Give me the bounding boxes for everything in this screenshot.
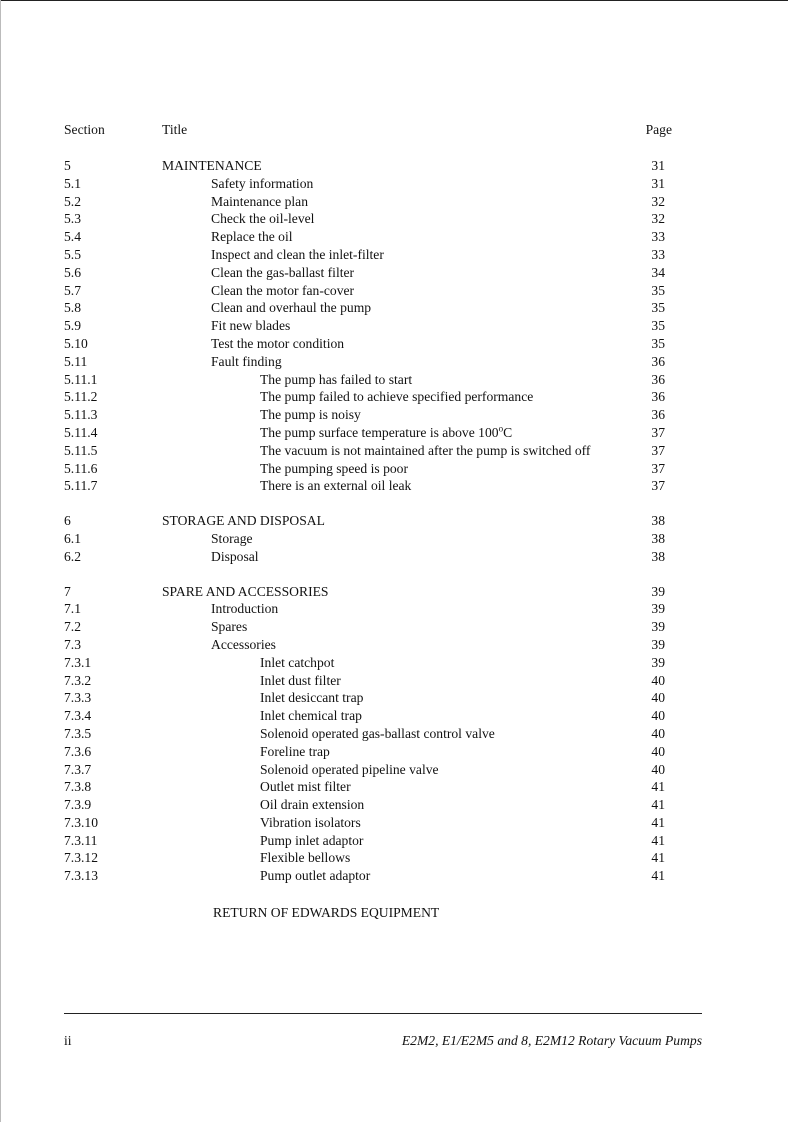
toc-entry-title-text: The pump surface temperature is above 100 [260, 424, 499, 440]
toc-page-number: 37 [651, 442, 665, 458]
toc-page-number: 37 [651, 478, 665, 494]
toc-row[interactable] [0, 157, 788, 175]
toc-page-number: 32 [651, 193, 665, 209]
toc-page-number: 31 [651, 175, 665, 191]
toc-entry-title [211, 175, 313, 193]
toc-entry-title-text: Foreline trap [260, 743, 330, 759]
toc-entry-title-text: Flexible bellows [260, 850, 351, 866]
toc-section-number: 5.11.2 [64, 389, 98, 405]
toc-page-number: 35 [651, 335, 665, 351]
header-title: Title [162, 122, 188, 137]
toc-entry-title [211, 193, 308, 211]
toc-section-number: 5.9 [64, 318, 81, 334]
toc-entry-title-text: Pump outlet adaptor [260, 868, 371, 884]
toc-page-number: 40 [651, 743, 665, 759]
toc-entry-title-text: The vacuum is not maintained after the pump is switched off [260, 442, 591, 458]
toc-gap [0, 495, 788, 512]
toc-section-number: 5.11 [64, 353, 88, 369]
toc-section-number: 7.3.5 [64, 725, 92, 741]
toc-row[interactable] [0, 707, 788, 725]
toc-section-number: 7.3.10 [64, 814, 98, 830]
toc-row[interactable] [0, 460, 788, 478]
toc-row[interactable] [0, 388, 788, 406]
toc-header [0, 122, 788, 140]
toc-section-number: 5.11.4 [64, 424, 98, 440]
toc-entry-title [211, 264, 354, 282]
toc-entry-title-text: The pump is noisy [260, 407, 361, 423]
toc-section-number: 5.1 [64, 175, 81, 191]
toc-page-number: 41 [651, 814, 665, 830]
toc-page-number: 31 [651, 158, 665, 173]
toc-entry-title [260, 867, 370, 885]
toc-row[interactable] [0, 654, 788, 672]
toc-entry-title [260, 477, 411, 495]
toc-entry-title [211, 530, 253, 548]
footer-rule [64, 1013, 702, 1014]
toc-entry-title [211, 636, 276, 654]
toc-entry-title-text: The pumping speed is poor [260, 460, 408, 476]
toc-entry-title-text: Safety information [211, 175, 314, 191]
toc-entry-title-text: MAINTENANCE [162, 158, 262, 173]
toc-entry-title-text: Maintenance plan [211, 193, 309, 209]
toc-entry-title [211, 299, 371, 317]
toc-entry-title [211, 618, 247, 636]
toc-row[interactable] [0, 335, 788, 353]
toc-page-number: 33 [651, 246, 665, 262]
toc-page-number: 40 [651, 708, 665, 724]
toc-entry-title-text: Inlet desiccant trap [260, 690, 364, 706]
toc-page-number: 36 [651, 371, 665, 387]
toc-entry-title [260, 849, 350, 867]
toc-section-number: 7.3.9 [64, 797, 92, 813]
toc-section-number: 7.3 [64, 636, 81, 652]
toc-entry-title [260, 761, 439, 779]
toc-page-number: 38 [651, 513, 665, 529]
toc-section-number: 5.4 [64, 229, 81, 245]
toc-entry-title-suffix: C [503, 424, 513, 440]
toc-page-number: 35 [651, 282, 665, 298]
toc-row[interactable] [0, 246, 788, 264]
toc-entry-title-text: Introduction [211, 601, 279, 617]
toc-row[interactable] [0, 371, 788, 389]
toc-entry-title-text: There is an external oil leak [260, 478, 412, 494]
toc-section-number: 5.7 [64, 282, 81, 298]
toc-section-number: 7.3.4 [64, 708, 92, 724]
toc-row[interactable] [0, 512, 788, 530]
toc-entry-title [211, 228, 293, 246]
toc-entry-title-text: Fault finding [211, 353, 282, 369]
toc-page-number: 40 [651, 690, 665, 706]
toc-row[interactable] [0, 353, 788, 371]
toc-entry-title [260, 672, 341, 690]
toc-section-number: 7.2 [64, 619, 81, 635]
toc-section-number: 6.2 [64, 548, 81, 564]
toc-row[interactable] [0, 814, 788, 832]
toc-entry-title [260, 725, 495, 743]
header-section: Section [64, 122, 105, 137]
toc-section-number: 7.3.6 [64, 743, 92, 759]
toc-row[interactable] [0, 832, 788, 850]
toc-section-number: 5.11.5 [64, 442, 98, 458]
toc-entry-title [260, 442, 590, 460]
toc-entry-title-text: STORAGE AND DISPOSAL [162, 513, 325, 529]
toc-row[interactable] [0, 618, 788, 636]
toc-row[interactable] [0, 193, 788, 211]
toc-row[interactable] [0, 548, 788, 566]
toc-section-number: 7.3.3 [64, 690, 92, 706]
toc-page-number: 41 [651, 797, 665, 813]
toc-entry-title [260, 743, 330, 761]
toc-row[interactable] [0, 424, 788, 442]
toc-entry-title-text: The pump has failed to start [260, 371, 413, 387]
toc-row[interactable] [0, 317, 788, 335]
toc-entry-title-text: Pump inlet adaptor [260, 832, 364, 848]
toc-row[interactable] [0, 477, 788, 495]
toc-page-number: 37 [651, 424, 665, 440]
toc-entry-title-text: Clean and overhaul the pump [211, 300, 372, 316]
toc-section-number: 7 [64, 583, 71, 599]
toc-entry-title-text: Solenoid operated gas-ballast control valve [260, 725, 495, 741]
toc-entry-title [260, 832, 363, 850]
toc-entry-title-text: Inlet chemical trap [260, 708, 362, 724]
toc-entry-title [260, 388, 533, 406]
toc-entry-title [211, 335, 344, 353]
toc-entry-title-text: Check the oil-level [211, 211, 315, 227]
toc-page-number: 39 [651, 654, 665, 670]
toc-section-number: 6 [64, 513, 71, 529]
toc-page-number: 36 [651, 353, 665, 369]
toc-row[interactable] [0, 849, 788, 867]
toc-page-number: 41 [651, 779, 665, 795]
toc-page-number: 34 [651, 264, 665, 280]
toc-page-number: 37 [651, 460, 665, 476]
toc-row[interactable] [0, 725, 788, 743]
toc-gap [0, 566, 788, 583]
toc-row[interactable] [0, 228, 788, 246]
toc-entry-title-text: Inspect and clean the inlet-filter [211, 246, 384, 262]
toc-entry-title-text: Storage [211, 530, 253, 546]
toc-page-number: 41 [651, 868, 665, 884]
table-of-contents [0, 157, 788, 885]
toc-entry-title [162, 583, 328, 601]
toc-section-number: 5.6 [64, 264, 81, 280]
toc-entry-title [211, 282, 354, 300]
toc-page-number: 36 [651, 389, 665, 405]
toc-entry-title-text: Replace the oil [211, 229, 293, 245]
toc-page-number: 41 [651, 850, 665, 866]
toc-page-number: 41 [651, 832, 665, 848]
toc-entry-title-text: Accessories [211, 636, 276, 652]
toc-entry-title-text: Spares [211, 619, 248, 635]
toc-page-number: 38 [651, 530, 665, 546]
toc-entry-title-text: Fit new blades [211, 318, 291, 334]
toc-entry-title [260, 796, 364, 814]
toc-section-number: 7.3.13 [64, 868, 98, 884]
toc-page-number: 40 [651, 725, 665, 741]
toc-section-number: 7.3.2 [64, 672, 92, 688]
toc-row[interactable] [0, 299, 788, 317]
toc-entry-title [260, 424, 512, 442]
toc-entry-title [211, 210, 314, 228]
toc-section-number: 5.3 [64, 211, 81, 227]
toc-entry-title-text: SPARE AND ACCESSORIES [162, 583, 329, 599]
toc-page-number: 33 [651, 229, 665, 245]
toc-entry-title-text: Inlet dust filter [260, 672, 341, 688]
toc-row[interactable] [0, 175, 788, 193]
toc-section-number: 7.3.1 [64, 654, 92, 670]
toc-page-number: 39 [651, 583, 665, 599]
toc-section-number: 7.3.8 [64, 779, 92, 795]
toc-page-number: 39 [651, 619, 665, 635]
toc-section-number: 5.2 [64, 193, 81, 209]
toc-row[interactable] [0, 264, 788, 282]
toc-row[interactable] [0, 282, 788, 300]
toc-entry-title [260, 371, 412, 389]
toc-row[interactable] [0, 867, 788, 885]
toc-row[interactable] [0, 796, 788, 814]
toc-entry-title [260, 460, 408, 478]
toc-row[interactable] [0, 210, 788, 228]
toc-entry-title [260, 707, 362, 725]
toc-entry-title-text: Disposal [211, 548, 259, 564]
toc-section-number: 5.11.3 [64, 407, 98, 423]
toc-row[interactable] [0, 583, 788, 601]
toc-row[interactable] [0, 636, 788, 654]
toc-section-number: 6.1 [64, 530, 81, 546]
toc-entry-title [260, 778, 351, 796]
toc-entry-title [211, 246, 384, 264]
toc-entry-title [162, 512, 325, 530]
toc-section-number: 5.11.6 [64, 460, 98, 476]
toc-section-number: 7.1 [64, 601, 81, 617]
toc-entry-title [260, 689, 363, 707]
toc-section-number: 5.11.7 [64, 478, 98, 494]
toc-section-number: 7.3.12 [64, 850, 98, 866]
toc-page-number: 36 [651, 407, 665, 423]
toc-entry-title [260, 406, 361, 424]
toc-row[interactable] [0, 689, 788, 707]
toc-page-number: 38 [651, 548, 665, 564]
toc-entry-title [211, 600, 278, 618]
toc-page-number: 32 [651, 211, 665, 227]
toc-entry-title [260, 654, 334, 672]
toc-row[interactable] [0, 761, 788, 779]
toc-entry-title [162, 157, 262, 175]
toc-page-number: 39 [651, 636, 665, 652]
toc-entry-title-text: Clean the gas-ballast filter [211, 264, 355, 280]
toc-page-number: 35 [651, 300, 665, 316]
toc-page-number: 40 [651, 672, 665, 688]
toc-entry-title [211, 353, 282, 371]
toc-section-number: 5.5 [64, 246, 81, 262]
toc-page-number: 40 [651, 761, 665, 777]
toc-row[interactable] [0, 530, 788, 548]
toc-entry-title-text: Clean the motor fan-cover [211, 282, 355, 298]
toc-entry-title [211, 548, 259, 566]
toc-section-number: 7.3.7 [64, 761, 92, 777]
toc-section-number: 7.3.11 [64, 832, 98, 848]
toc-row[interactable] [0, 672, 788, 690]
toc-section-number: 5 [64, 158, 71, 173]
header-page: Page [645, 122, 672, 137]
toc-entry-title [211, 317, 290, 335]
toc-page-number: 39 [651, 601, 665, 617]
footer-page-number: ii [64, 1033, 72, 1048]
toc-entry-title-text: Outlet mist filter [260, 779, 351, 795]
top-border-rule [0, 0, 788, 1]
toc-entry-title-text: Oil drain extension [260, 797, 365, 813]
toc-entry-title-text: The pump failed to achieve specified performance [260, 389, 534, 405]
return-section-title: RETURN OF EDWARDS EQUIPMENT [213, 905, 440, 920]
footer-document-title: E2M2, E1/E2M5 and 8, E2M12 Rotary Vacuum Pumps [401, 1033, 702, 1048]
toc-page-number: 35 [651, 318, 665, 334]
toc-row[interactable] [0, 600, 788, 618]
toc-entry-title-text: Vibration isolators [260, 814, 361, 830]
toc-row[interactable] [0, 442, 788, 460]
toc-entry-title-text: Inlet catchpot [260, 654, 335, 670]
toc-section-number: 5.8 [64, 300, 81, 316]
toc-section-number: 5.11.1 [64, 371, 98, 387]
toc-entry-title [260, 814, 361, 832]
degree-superscript: o [498, 423, 504, 434]
toc-section-number: 5.10 [64, 335, 88, 351]
toc-row[interactable] [0, 406, 788, 424]
toc-entry-title-text: Test the motor condition [211, 335, 345, 351]
toc-entry-title-text: Solenoid operated pipeline valve [260, 761, 439, 777]
toc-row[interactable] [0, 778, 788, 796]
toc-row[interactable] [0, 743, 788, 761]
